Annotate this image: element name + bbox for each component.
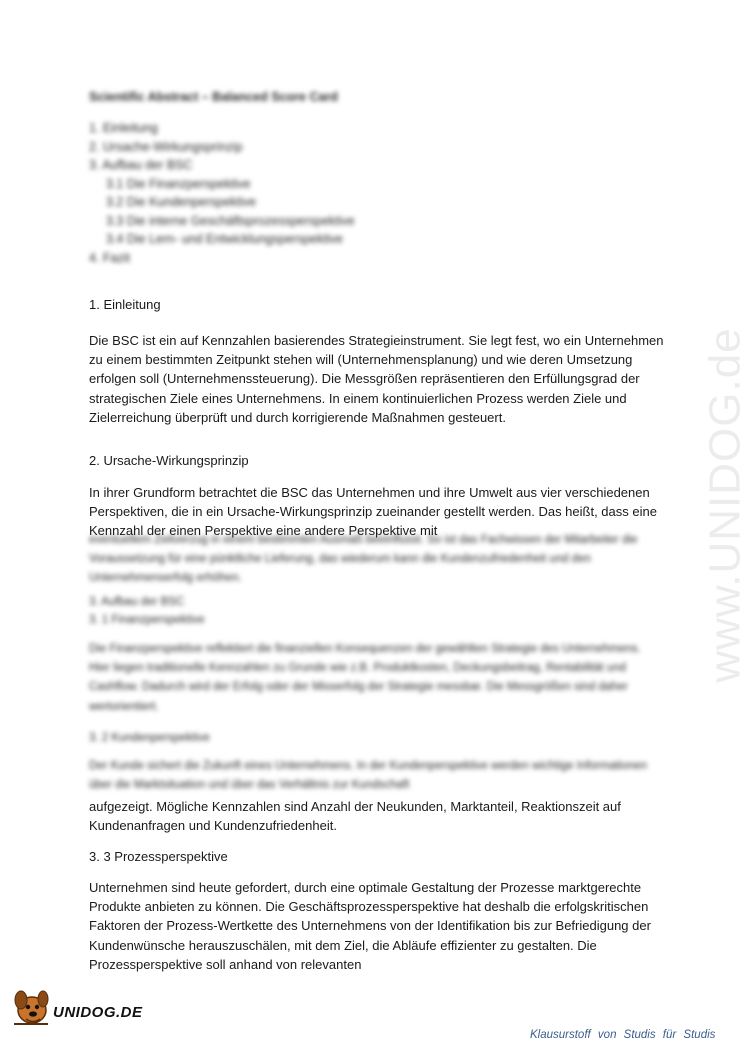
toc-item: 3.4 Die Lern- und Entwicklungsperspektive xyxy=(106,232,343,246)
unidog-logo xyxy=(8,986,158,1030)
table-of-contents xyxy=(89,119,355,267)
toc-item: 3.3 Die interne Geschäftsprozessperspektive xyxy=(106,213,355,228)
toc-item: 3. Aufbau der BSC xyxy=(89,158,193,172)
toc-item: 1. Einleitung xyxy=(89,121,158,135)
paragraph-prozess: Unternehmen sind heute gefordert, durch eine optimale Gestaltung der Prozesse marktgerechte Produkte anbieten zu können. Die Geschäftsprozessperspektive hat deshalb die erfolgskritischen Faktoren der Prozess-Wertkette des Unternehmens von der Identifikation bis zur Befriedigung der Kundenwünsche herauszuschälen, mit dem Ziel, die Abläufe effizienter zu gestalten. Die Prozessperspektive soll anhand von relevanten xyxy=(89,880,651,972)
section-heading-ursache: 2. Ursache-Wirkungsprinzip xyxy=(89,453,249,468)
section-heading-aufbau: 3. Aufbau der BSC xyxy=(89,596,185,608)
paragraph-kunden: aufgezeigt. Mögliche Kennzahlen sind Anzahl der Neukunden, Marktanteil, Reaktionszeit auf Kundenanfragen und Kundenzufriedenheit. xyxy=(89,799,621,834)
watermark-text: www.UNIDOG.de xyxy=(701,327,750,683)
logo-text: UNIDOG.DE xyxy=(53,1004,143,1021)
paragraph-einleitung: Die BSC ist ein auf Kennzahlen basierendes Strategieinstrument. Sie legt fest, wo ein Unternehmen zu einem bestimmten Zeitpunkt stehen will (Unternehmensplanung) und wie deren Umsetzung erfolgen soll (Unternehmenssteuerung). Die Messgrößen repräsentieren den Erfüllungsgrad der strategischen Ziele eines Unternehmens. In einem kontinuierlichen Prozess werden Ziele und Zielerreichung überprüft und durch korrigierende Maßnahmen gesteuert. xyxy=(89,333,664,425)
paragraph-ursache: In ihrer Grundform betrachtet die BSC das Unternehmen und ihre Umwelt aus vier verschiedenen Perspektiven, die in ein Ursache-Wirkungsprinzip zueinander gestellt werden. Das heißt, dass eine Kennzahl der einen Perspektive eine andere Perspektive mit xyxy=(89,485,657,539)
toc-item: 4. Fazit xyxy=(89,250,130,265)
toc-item: 3.1 Die Finanzperspektive xyxy=(106,176,251,191)
watermark xyxy=(701,275,750,735)
section-heading-prozess: 3. 3 Prozessperspektive xyxy=(89,849,228,864)
toc-item: 3.2 Die Kundenperspektive xyxy=(106,195,257,209)
footer-tagline: Klausurstoff von Studis für Studis xyxy=(530,1029,716,1041)
section-heading-kunden: 3. 2 Kundenperspektive xyxy=(89,732,210,744)
toc-item: 2. Ursache-Wirkungsprinzip xyxy=(89,139,243,154)
document-title: Scientific Abstract – Balanced Score Card xyxy=(89,90,338,104)
section-heading-finanz: 3. 1 Finanzperspektive xyxy=(89,614,205,626)
section-heading-einleitung: 1. Einleitung xyxy=(89,297,161,312)
paragraph-finanz: Die Finanzperspektive reflektiert die finanziellen Konsequenzen der gewählten Strategie des Unternehmens. Hier liegen traditionelle Kennzahlen zu Grunde wie z.B. Produktkosten, Deckungsbeitrag, Rentabilität und Cashflow. Dadurch wird der Erfolg oder der Misserfolg der Strategie messbar. Die Messgrößen sind daher wertorientiert. xyxy=(89,643,641,713)
paragraph-kunden-blurred: Der Kunde sichert die Zukunft eines Unternehmens. In der Kundenperspektive werden wichtige Informationen über die Marktsituation und über das Verhältnis zur Kundschaft xyxy=(89,760,648,792)
paragraph-ursache-blurred: eventuellem Zeitverzug in einem bestimmten Ausmaß beeinflusst. So ist das Fachwissen der Mitarbeiter die Voraussetzung für eine pünktliche Lieferung, das wiederum kann die Kundenzufriedenheit und den Unternehmenserfolg erhöhen. xyxy=(89,534,638,585)
